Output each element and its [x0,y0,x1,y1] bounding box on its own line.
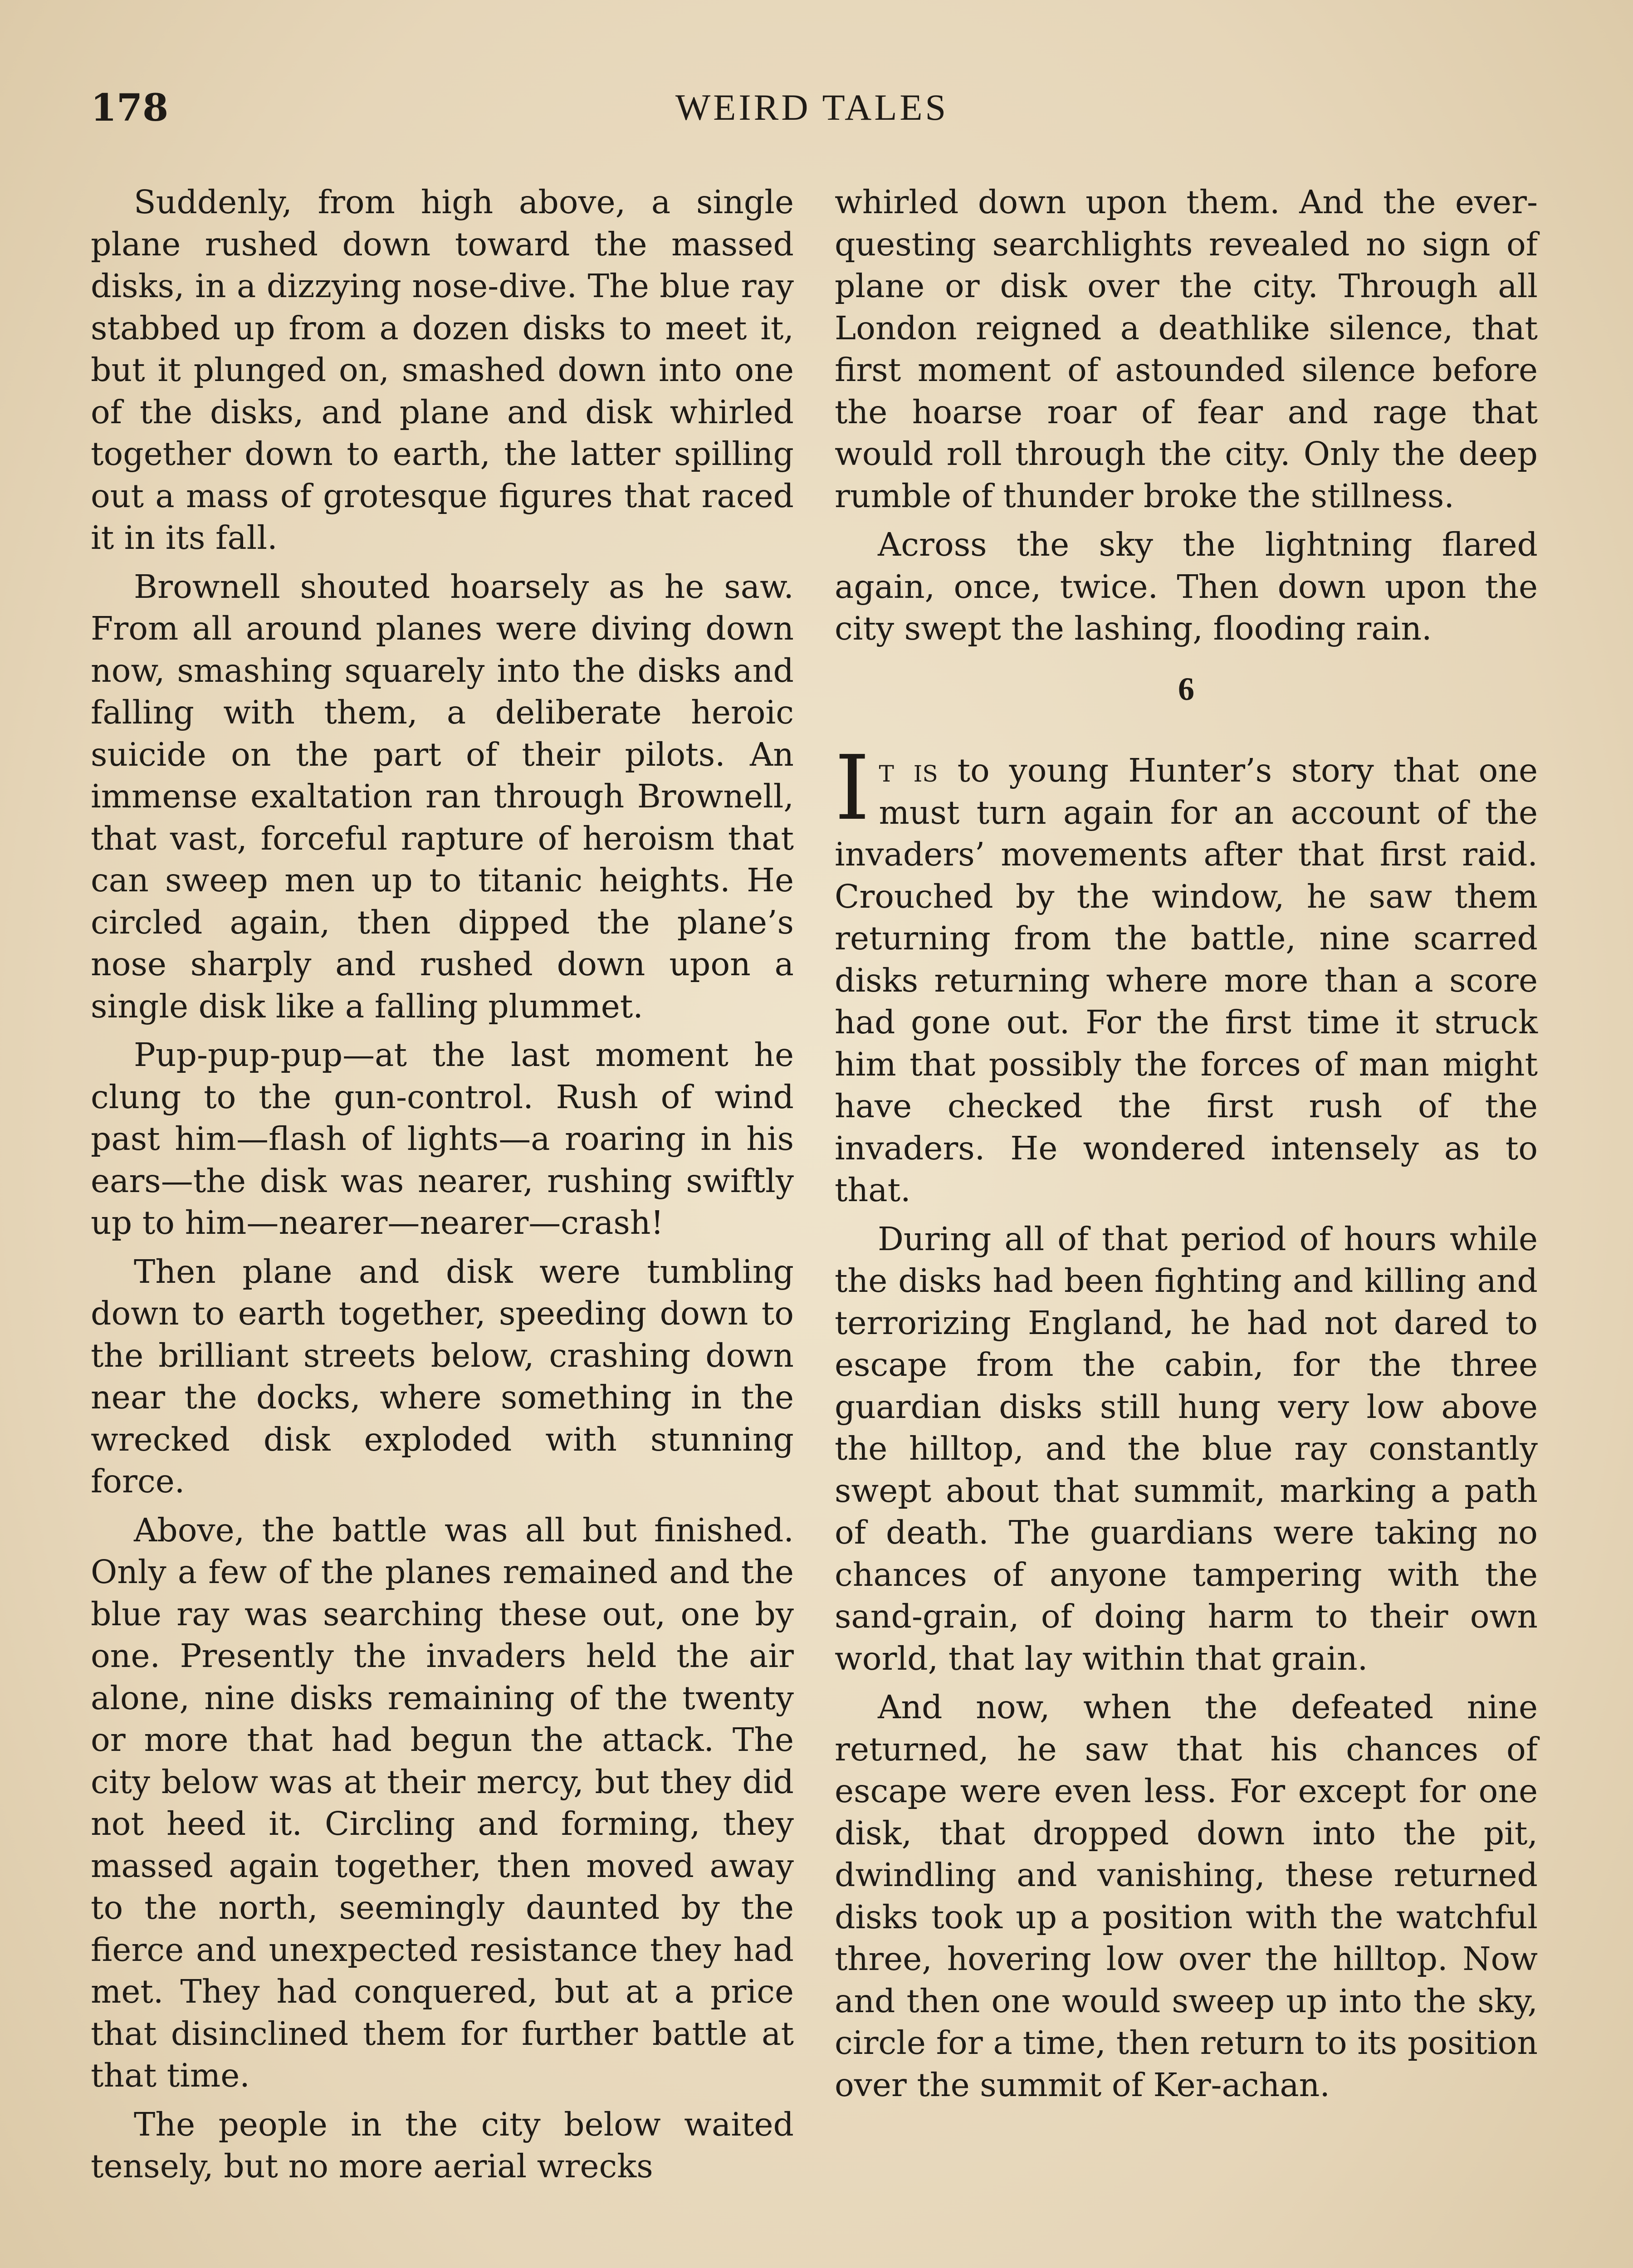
paragraph-continued: whirled down upon them. And the ever-questing searchlights revealed no sign of plane or disk over the city. Through all London reigned a deathlike silence, that first moment of astounded silence before the hoarse roar of fear and rage that would roll through the city. Only the deep rumble of thunder broke the stillness. [835,183,1538,515]
paragraph: And now, when the defeated nine returned, he saw that his chances of escape were even less. For except for one disk, that dropped down into the pit, dwindling and vanishing, these returned disks took up a position with the watchful three, hovering low over the hilltop. Now and then one would sweep up into the sky, circle for a time, then return to its position over the summit of Ker-achan. [835,1688,1538,2104]
left-column [91,181,794,2195]
page-number: 178 [91,86,169,130]
right-column [835,181,1538,2113]
paragraph: The people in the city below waited tensely, but no more aerial wrecks [91,2105,794,2185]
page-header [91,86,1533,136]
paragraph: Then plane and disk were tumbling down to earth together, speeding down to the brilliant streets below, crashing down near the docks, where something in the wrecked disk exploded with stunning force. [91,1252,794,1500]
paragraph: Brownell shouted hoarsely as he saw. From all around planes were diving down now, smashing squarely into the disks and falling with them, a deliberate heroic suicide on the part of their pilots. An immense exaltation ran through Brownell, that vast, forceful rapture of heroism that can sweep men up to titanic heights. He circled again, then dipped the plane’s nose sharply and rushed down upon a single disk like a falling plummet. [91,567,794,1025]
chapter-opening-paragraph [835,737,1538,1212]
drop-cap: I [835,737,870,840]
section-number: 6 [1178,670,1194,707]
paragraph-text: to young Hunter’s story that one must turn again for an account of the invaders’ movements after that first raid. Crouched by the window, he saw them returning from the battle, nine scarred disks returning where more than a score had gone out. For the first time it struck him that possibly the forces of man might have checked the first rush of the invaders. He wondered intensely as to that. [835,752,1538,1209]
small-caps-lead: t is [879,752,938,789]
paragraph: Suddenly, from high above, a single plane rushed down toward the massed disks, in a dizzying nose-dive. The blue ray stabbed up from a dozen disks to meet it, but it plunged on, smashed down into one of the disks, and plane and disk whirled together down to earth, the latter spilling out a mass of grotesque figures that raced it in its fall. [91,183,794,557]
paragraph: Pup-pup-pup—at the last moment he clung to the gun-control. Rush of wind past him—flash of lights—a roaring in his ears—the disk was nearer, rushing swiftly up to him—nearer—nearer—crash! [91,1036,794,1242]
paragraph: During all of that period of hours while the disks had been fighting and killing and terrorizing England, he had not dared to escape from the cabin, for the three guardian disks still hung very low above the hilltop, and the blue ray constantly swept about that summit, marking a path of death. The guardians were taking no chances of anyone tampering with the sand-grain, of doing harm to their own world, that lay within that grain. [835,1220,1538,1677]
paragraph: Above, the battle was all but finished. Only a few of the planes remained and the blue ray was searching these out, one by one. Presently the invaders held the air alone, nine disks remaining of the twenty or more that had begun the attack. The city below was at their mercy, but they did not heed it. Circling and forming, they massed again together, then moved away to the north, seemingly daunted by the fierce and unexpected resistance they had met. They had conquered, but at a price that disinclined them for further battle at that time. [91,1511,794,2094]
paragraph: Across the sky the lightning flared again, once, twice. Then down upon the city swept the lashing, flooding rain. [835,526,1538,647]
magazine-title: WEIRD TALES [675,87,949,128]
